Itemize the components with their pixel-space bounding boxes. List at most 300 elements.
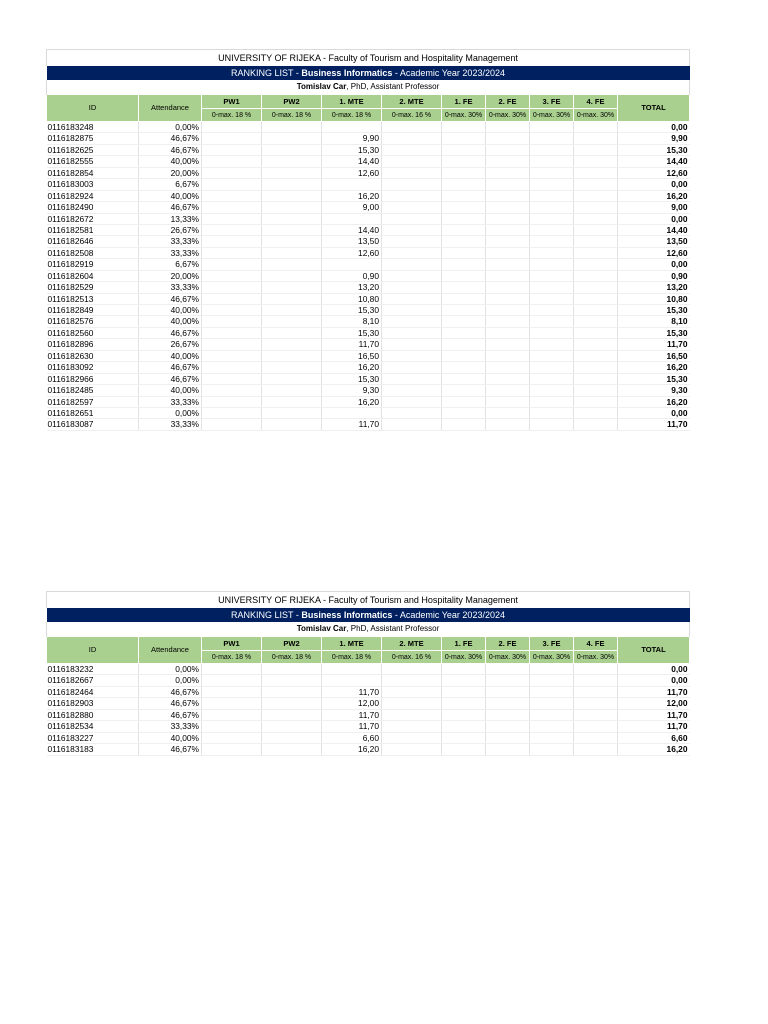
table-row xyxy=(47,419,690,430)
cell-attendance: 46,67% xyxy=(139,202,202,213)
cell-fe1 xyxy=(442,744,486,755)
cell-total: 12,60 xyxy=(618,247,690,258)
cell-total: 0,00 xyxy=(618,259,690,270)
cell-fe2 xyxy=(486,350,530,361)
cell-total: 16,20 xyxy=(618,396,690,407)
cell-total: 14,40 xyxy=(618,156,690,167)
cell-mte2 xyxy=(382,327,442,338)
cell-fe2 xyxy=(486,709,530,720)
cell-total: 9,90 xyxy=(618,133,690,144)
cell-fe4 xyxy=(574,167,618,178)
cell-total: 0,00 xyxy=(618,675,690,686)
cell-pw2 xyxy=(262,407,322,418)
cell-mte2 xyxy=(382,213,442,224)
cell-fe2 xyxy=(486,305,530,316)
cell-fe2 xyxy=(486,744,530,755)
cell-total: 13,50 xyxy=(618,236,690,247)
col-header-pw1: PW1 xyxy=(202,95,262,109)
cell-fe3 xyxy=(530,686,574,697)
cell-fe3 xyxy=(530,167,574,178)
cell-total: 12,60 xyxy=(618,167,690,178)
cell-attendance: 6,67% xyxy=(139,259,202,270)
cell-fe2 xyxy=(486,156,530,167)
cell-fe1 xyxy=(442,282,486,293)
cell-fe4 xyxy=(574,675,618,686)
cell-pw1 xyxy=(202,144,262,155)
cell-pw2 xyxy=(262,419,322,430)
cell-id: 0116182529 xyxy=(47,282,139,293)
cell-fe2 xyxy=(486,373,530,384)
col-header-pw1: PW1 xyxy=(202,637,262,651)
cell-pw1 xyxy=(202,247,262,258)
cell-fe1 xyxy=(442,373,486,384)
cell-id: 0116182919 xyxy=(47,259,139,270)
table-row xyxy=(47,282,690,293)
cell-fe2 xyxy=(486,407,530,418)
cell-fe3 xyxy=(530,419,574,430)
cell-pw1 xyxy=(202,732,262,743)
cell-mte1 xyxy=(322,179,382,190)
cell-id: 0116182903 xyxy=(47,698,139,709)
cell-fe4 xyxy=(574,385,618,396)
cell-fe3 xyxy=(530,282,574,293)
col-max-fe3: 0-max. 30% xyxy=(530,651,574,664)
cell-fe4 xyxy=(574,270,618,281)
cell-attendance: 33,33% xyxy=(139,247,202,258)
cell-mte1 xyxy=(322,407,382,418)
cell-attendance: 40,00% xyxy=(139,305,202,316)
professor-name: Tomislav Car xyxy=(296,82,347,91)
cell-fe1 xyxy=(442,156,486,167)
cell-pw2 xyxy=(262,293,322,304)
col-header-fe2: 2. FE xyxy=(486,95,530,109)
cell-attendance: 46,67% xyxy=(139,327,202,338)
table-row xyxy=(47,305,690,316)
col-header-fe2: 2. FE xyxy=(486,637,530,651)
cell-attendance: 33,33% xyxy=(139,721,202,732)
cell-pw2 xyxy=(262,247,322,258)
cell-fe3 xyxy=(530,709,574,720)
cell-pw2 xyxy=(262,350,322,361)
cell-fe4 xyxy=(574,282,618,293)
professor-line xyxy=(47,80,690,95)
cell-pw1 xyxy=(202,133,262,144)
cell-pw1 xyxy=(202,236,262,247)
cell-pw1 xyxy=(202,709,262,720)
cell-mte1: 11,70 xyxy=(322,419,382,430)
cell-fe4 xyxy=(574,247,618,258)
col-header-id: ID xyxy=(47,637,139,664)
cell-fe2 xyxy=(486,698,530,709)
cell-mte1: 16,20 xyxy=(322,744,382,755)
cell-fe3 xyxy=(530,721,574,732)
cell-attendance: 6,67% xyxy=(139,179,202,190)
cell-id: 0116182513 xyxy=(47,293,139,304)
cell-fe1 xyxy=(442,133,486,144)
cell-mte2 xyxy=(382,236,442,247)
cell-fe1 xyxy=(442,721,486,732)
cell-total: 11,70 xyxy=(618,419,690,430)
cell-mte1 xyxy=(322,122,382,133)
cell-total: 0,90 xyxy=(618,270,690,281)
cell-id: 0116182560 xyxy=(47,327,139,338)
cell-pw1 xyxy=(202,698,262,709)
cell-total: 11,70 xyxy=(618,721,690,732)
cell-mte1: 13,50 xyxy=(322,236,382,247)
col-header-fe1: 1. FE xyxy=(442,95,486,109)
cell-attendance: 33,33% xyxy=(139,282,202,293)
cell-attendance: 20,00% xyxy=(139,167,202,178)
cell-attendance: 46,67% xyxy=(139,698,202,709)
cell-mte1: 15,30 xyxy=(322,373,382,384)
cell-attendance: 40,00% xyxy=(139,385,202,396)
cell-fe1 xyxy=(442,362,486,373)
table-row xyxy=(47,339,690,350)
cell-id: 0116182625 xyxy=(47,144,139,155)
cell-fe1 xyxy=(442,396,486,407)
cell-pw2 xyxy=(262,122,322,133)
cell-pw2 xyxy=(262,179,322,190)
cell-fe3 xyxy=(530,179,574,190)
cell-id: 0116182555 xyxy=(47,156,139,167)
professor-line xyxy=(47,622,690,637)
cell-fe1 xyxy=(442,339,486,350)
cell-mte1: 16,20 xyxy=(322,190,382,201)
cell-fe4 xyxy=(574,664,618,675)
cell-mte1: 11,70 xyxy=(322,721,382,732)
cell-total: 15,30 xyxy=(618,305,690,316)
cell-fe4 xyxy=(574,122,618,133)
col-header-fe3: 3. FE xyxy=(530,95,574,109)
cell-fe3 xyxy=(530,407,574,418)
cell-fe1 xyxy=(442,144,486,155)
col-max-fe4: 0-max. 30% xyxy=(574,109,618,122)
cell-attendance: 46,67% xyxy=(139,709,202,720)
academic-year: - Academic Year 2023/2024 xyxy=(392,609,505,620)
cell-mte1: 14,40 xyxy=(322,224,382,235)
cell-pw2 xyxy=(262,709,322,720)
cell-pw1 xyxy=(202,407,262,418)
cell-pw1 xyxy=(202,270,262,281)
cell-fe1 xyxy=(442,385,486,396)
cell-fe4 xyxy=(574,202,618,213)
col-header-fe4: 4. FE xyxy=(574,637,618,651)
cell-fe2 xyxy=(486,202,530,213)
cell-fe1 xyxy=(442,270,486,281)
cell-mte2 xyxy=(382,270,442,281)
cell-mte1: 13,20 xyxy=(322,282,382,293)
cell-mte2 xyxy=(382,385,442,396)
cell-pw1 xyxy=(202,350,262,361)
cell-pw2 xyxy=(262,282,322,293)
table-row xyxy=(47,259,690,270)
cell-fe4 xyxy=(574,396,618,407)
cell-id: 0116182672 xyxy=(47,213,139,224)
cell-pw1 xyxy=(202,339,262,350)
table-row xyxy=(47,316,690,327)
table-row xyxy=(47,133,690,144)
cell-fe2 xyxy=(486,213,530,224)
cell-mte2 xyxy=(382,419,442,430)
cell-mte2 xyxy=(382,179,442,190)
cell-fe3 xyxy=(530,224,574,235)
cell-total: 15,30 xyxy=(618,144,690,155)
cell-mte1 xyxy=(322,675,382,686)
col-header-mte1: 1. MTE xyxy=(322,95,382,109)
cell-fe1 xyxy=(442,224,486,235)
cell-pw2 xyxy=(262,156,322,167)
cell-fe2 xyxy=(486,385,530,396)
cell-mte2 xyxy=(382,122,442,133)
cell-fe2 xyxy=(486,419,530,430)
cell-fe1 xyxy=(442,698,486,709)
cell-pw2 xyxy=(262,396,322,407)
cell-pw1 xyxy=(202,224,262,235)
cell-mte2 xyxy=(382,224,442,235)
table-row xyxy=(47,156,690,167)
cell-attendance: 46,67% xyxy=(139,133,202,144)
cell-attendance: 0,00% xyxy=(139,122,202,133)
cell-mte1: 15,30 xyxy=(322,327,382,338)
cell-mte1: 15,30 xyxy=(322,144,382,155)
cell-id: 0116182604 xyxy=(47,270,139,281)
cell-id: 0116183232 xyxy=(47,664,139,675)
cell-mte1: 15,30 xyxy=(322,305,382,316)
cell-pw1 xyxy=(202,373,262,384)
cell-mte2 xyxy=(382,721,442,732)
cell-fe2 xyxy=(486,167,530,178)
cell-id: 0116182534 xyxy=(47,721,139,732)
cell-fe3 xyxy=(530,385,574,396)
cell-mte2 xyxy=(382,407,442,418)
cell-total: 6,60 xyxy=(618,732,690,743)
cell-fe3 xyxy=(530,744,574,755)
cell-attendance: 20,00% xyxy=(139,270,202,281)
cell-fe4 xyxy=(574,744,618,755)
cell-fe1 xyxy=(442,236,486,247)
cell-fe3 xyxy=(530,133,574,144)
cell-id: 0116183183 xyxy=(47,744,139,755)
cell-pw1 xyxy=(202,675,262,686)
table-row xyxy=(47,167,690,178)
table-row xyxy=(47,373,690,384)
professor-title: , PhD, Assistant Professor xyxy=(346,624,440,633)
col-max-pw2: 0-max. 18 % xyxy=(262,651,322,664)
table-row xyxy=(47,732,690,743)
university-title: UNIVERSITY OF RIJEKA - Faculty of Tourism and Hospitality Management xyxy=(47,592,690,609)
col-max-fe2: 0-max. 30% xyxy=(486,109,530,122)
cell-total: 16,20 xyxy=(618,744,690,755)
table-row xyxy=(47,698,690,709)
cell-total: 8,10 xyxy=(618,316,690,327)
cell-mte2 xyxy=(382,247,442,258)
col-max-mte1: 0-max. 18 % xyxy=(322,651,382,664)
cell-id: 0116182485 xyxy=(47,385,139,396)
cell-fe1 xyxy=(442,327,486,338)
cell-pw1 xyxy=(202,396,262,407)
cell-total: 9,30 xyxy=(618,385,690,396)
ranking-prefix: RANKING LIST - xyxy=(231,67,302,78)
cell-fe4 xyxy=(574,698,618,709)
table-row xyxy=(47,721,690,732)
cell-pw1 xyxy=(202,179,262,190)
cell-pw2 xyxy=(262,339,322,350)
cell-fe2 xyxy=(486,259,530,270)
table-row xyxy=(47,686,690,697)
cell-fe2 xyxy=(486,339,530,350)
cell-fe1 xyxy=(442,419,486,430)
cell-total: 15,30 xyxy=(618,327,690,338)
cell-fe2 xyxy=(486,144,530,155)
cell-fe1 xyxy=(442,305,486,316)
cell-fe3 xyxy=(530,259,574,270)
cell-fe3 xyxy=(530,362,574,373)
cell-fe4 xyxy=(574,293,618,304)
cell-pw2 xyxy=(262,133,322,144)
table-row xyxy=(47,709,690,720)
col-max-fe2: 0-max. 30% xyxy=(486,651,530,664)
cell-pw2 xyxy=(262,316,322,327)
cell-total: 0,00 xyxy=(618,179,690,190)
cell-mte2 xyxy=(382,144,442,155)
cell-attendance: 0,00% xyxy=(139,675,202,686)
cell-fe4 xyxy=(574,133,618,144)
cell-pw1 xyxy=(202,664,262,675)
col-header-fe4: 4. FE xyxy=(574,95,618,109)
course-name: Business Informatics xyxy=(301,609,393,620)
cell-mte2 xyxy=(382,259,442,270)
academic-year: - Academic Year 2023/2024 xyxy=(392,67,505,78)
cell-pw1 xyxy=(202,202,262,213)
cell-id: 0116182849 xyxy=(47,305,139,316)
cell-pw1 xyxy=(202,327,262,338)
table-row xyxy=(47,190,690,201)
cell-fe3 xyxy=(530,316,574,327)
cell-attendance: 40,00% xyxy=(139,156,202,167)
cell-fe3 xyxy=(530,202,574,213)
cell-fe3 xyxy=(530,664,574,675)
cell-fe1 xyxy=(442,167,486,178)
col-header-fe3: 3. FE xyxy=(530,637,574,651)
cell-id: 0116182880 xyxy=(47,709,139,720)
col-header-pw2: PW2 xyxy=(262,95,322,109)
cell-mte2 xyxy=(382,362,442,373)
cell-fe3 xyxy=(530,339,574,350)
cell-mte2 xyxy=(382,316,442,327)
cell-fe1 xyxy=(442,316,486,327)
ranking-banner xyxy=(47,66,690,80)
cell-total: 14,40 xyxy=(618,224,690,235)
ranking-prefix: RANKING LIST - xyxy=(231,609,302,620)
table-row xyxy=(47,247,690,258)
cell-fe3 xyxy=(530,373,574,384)
cell-mte1: 9,00 xyxy=(322,202,382,213)
cell-pw2 xyxy=(262,744,322,755)
cell-fe1 xyxy=(442,732,486,743)
cell-fe4 xyxy=(574,721,618,732)
col-header-mte2: 2. MTE xyxy=(382,95,442,109)
cell-attendance: 46,67% xyxy=(139,362,202,373)
cell-id: 0116182875 xyxy=(47,133,139,144)
cell-fe3 xyxy=(530,732,574,743)
cell-fe2 xyxy=(486,224,530,235)
cell-fe2 xyxy=(486,179,530,190)
cell-fe4 xyxy=(574,259,618,270)
professor-name: Tomislav Car xyxy=(296,624,347,633)
col-header-total: TOTAL xyxy=(618,95,690,122)
cell-total: 9,00 xyxy=(618,202,690,213)
cell-pw2 xyxy=(262,373,322,384)
cell-fe3 xyxy=(530,213,574,224)
cell-pw1 xyxy=(202,282,262,293)
cell-mte1: 6,60 xyxy=(322,732,382,743)
cell-fe1 xyxy=(442,190,486,201)
cell-mte2 xyxy=(382,373,442,384)
col-header-mte1: 1. MTE xyxy=(322,637,382,651)
cell-pw2 xyxy=(262,167,322,178)
cell-mte1: 9,90 xyxy=(322,133,382,144)
cell-pw2 xyxy=(262,305,322,316)
cell-fe1 xyxy=(442,202,486,213)
ranking-table xyxy=(46,591,690,756)
cell-pw1 xyxy=(202,362,262,373)
col-max-mte1: 0-max. 18 % xyxy=(322,109,382,122)
cell-id: 0116182924 xyxy=(47,190,139,201)
cell-pw2 xyxy=(262,732,322,743)
cell-mte2 xyxy=(382,190,442,201)
cell-fe4 xyxy=(574,224,618,235)
cell-pw1 xyxy=(202,419,262,430)
cell-pw2 xyxy=(262,721,322,732)
table-row xyxy=(47,664,690,675)
table-row xyxy=(47,270,690,281)
cell-id: 0116182651 xyxy=(47,407,139,418)
cell-pw1 xyxy=(202,213,262,224)
col-max-mte2: 0-max. 16 % xyxy=(382,651,442,664)
cell-total: 0,00 xyxy=(618,664,690,675)
col-max-pw1: 0-max. 18 % xyxy=(202,109,262,122)
cell-attendance: 40,00% xyxy=(139,190,202,201)
cell-id: 0116183087 xyxy=(47,419,139,430)
cell-mte1: 14,40 xyxy=(322,156,382,167)
cell-fe4 xyxy=(574,316,618,327)
col-header-id: ID xyxy=(47,95,139,122)
cell-mte1 xyxy=(322,664,382,675)
cell-pw1 xyxy=(202,156,262,167)
cell-pw2 xyxy=(262,675,322,686)
table-row xyxy=(47,202,690,213)
cell-total: 16,20 xyxy=(618,362,690,373)
cell-total: 11,70 xyxy=(618,339,690,350)
cell-mte1: 16,20 xyxy=(322,362,382,373)
cell-total: 11,70 xyxy=(618,709,690,720)
cell-mte1: 10,80 xyxy=(322,293,382,304)
cell-pw1 xyxy=(202,122,262,133)
cell-fe3 xyxy=(530,122,574,133)
table-row xyxy=(47,236,690,247)
cell-id: 0116182896 xyxy=(47,339,139,350)
cell-fe2 xyxy=(486,396,530,407)
cell-fe3 xyxy=(530,350,574,361)
cell-pw1 xyxy=(202,167,262,178)
col-max-fe1: 0-max. 30% xyxy=(442,109,486,122)
col-max-fe3: 0-max. 30% xyxy=(530,109,574,122)
cell-pw2 xyxy=(262,236,322,247)
cell-id: 0116183248 xyxy=(47,122,139,133)
table-row xyxy=(47,179,690,190)
cell-id: 0116182464 xyxy=(47,686,139,697)
cell-fe4 xyxy=(574,156,618,167)
